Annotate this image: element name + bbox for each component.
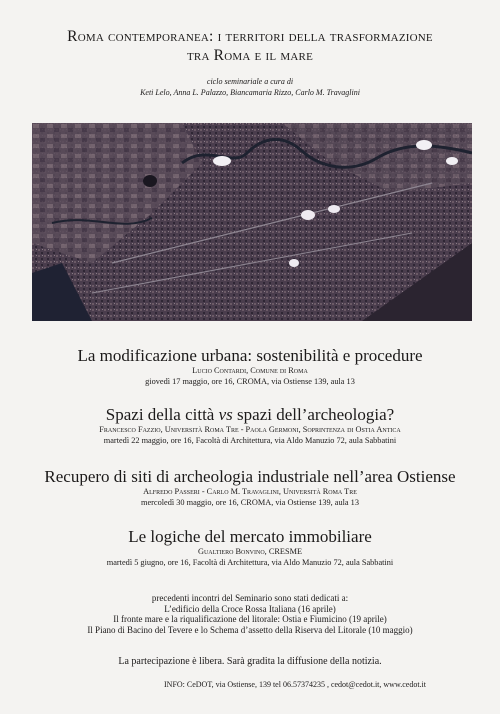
event-1-details: giovedì 17 maggio, ore 16, CROMA, via Ostiense 139, aula 13 <box>145 376 355 386</box>
event-1 <box>0 346 500 387</box>
event-4-details: martedì 5 giugno, ore 16, Facoltà di Architettura, via Aldo Manuzio 72, aula Sabbatini <box>106 557 394 567</box>
event-4 <box>0 527 500 568</box>
event-4-title: Le logiche del mercato immobiliare <box>128 527 372 546</box>
participation-note: La partecipazione è libera. Sarà gradita la diffusione della notizia. <box>118 656 382 667</box>
event-2-details: martedì 22 maggio, ore 16, Facoltà di Architettura, via Aldo Manuzio 72, aula Sabbatini <box>103 435 397 445</box>
event-1-speakers: Lucio Contardi, Comune di Roma <box>192 366 308 375</box>
event-2-title-b: spazi dell’archeologia? <box>232 405 395 424</box>
event-2 <box>0 405 500 446</box>
contact-info: INFO: CeDOT, via Ostiense, 139 tel 06.57374235 , cedot@cedot.it, www.cedot.it <box>164 680 426 689</box>
event-4-speakers: Gualtiero Bonvino, CRESME <box>197 547 303 556</box>
previous-item: Il fronte mare e la riqualificazione del litorale: Ostia e Fiumicino (19 aprile) <box>113 614 387 625</box>
event-3-speakers: Alfredo Passeri - Carlo M. Travaglini, Università Roma Tre <box>143 487 357 496</box>
event-2-title-vs: vs <box>218 405 233 424</box>
event-3-details: mercoledì 30 maggio, ore 16, CROMA, via Ostiense 139, aula 13 <box>141 497 359 507</box>
event-1-title: La modificazione urbana: sostenibilità e procedure <box>77 346 423 365</box>
event-3-title: Recupero di siti di archeologia industriale nell’area Ostiense <box>44 467 456 486</box>
event-2-title-a: Spazi della città <box>105 405 219 424</box>
title-line-2: tra Roma e il mare <box>187 47 313 64</box>
curators-names: Keti Lelo, Anna L. Palazzo, Biancamaria Rizzo, Carlo M. Travaglini <box>140 88 360 97</box>
curator-intro: ciclo seminariale a cura di <box>206 77 294 86</box>
event-3 <box>0 467 500 508</box>
event-2-speakers: Francesco Fazzio, Università Roma Tre - Paola Germoni, Soprintenza di Ostia Antica <box>99 425 401 434</box>
event-2-title <box>0 405 500 425</box>
previous-intro: precedenti incontri del Seminario sono stati dedicati a: <box>151 593 349 603</box>
previous-meetings <box>0 593 500 635</box>
previous-item: Il Piano di Bacino del Tevere e lo Schema d’assetto della Riserva del Litorale (10 maggio) <box>87 624 413 635</box>
satellite-photo <box>32 123 472 321</box>
previous-item: L’edificio della Croce Rossa Italiana (16 aprile) <box>164 603 336 614</box>
curators-block <box>0 76 500 98</box>
title-line-1: Roma contemporanea: i territori della trasformazione <box>67 28 433 45</box>
satellite-image <box>32 123 472 321</box>
